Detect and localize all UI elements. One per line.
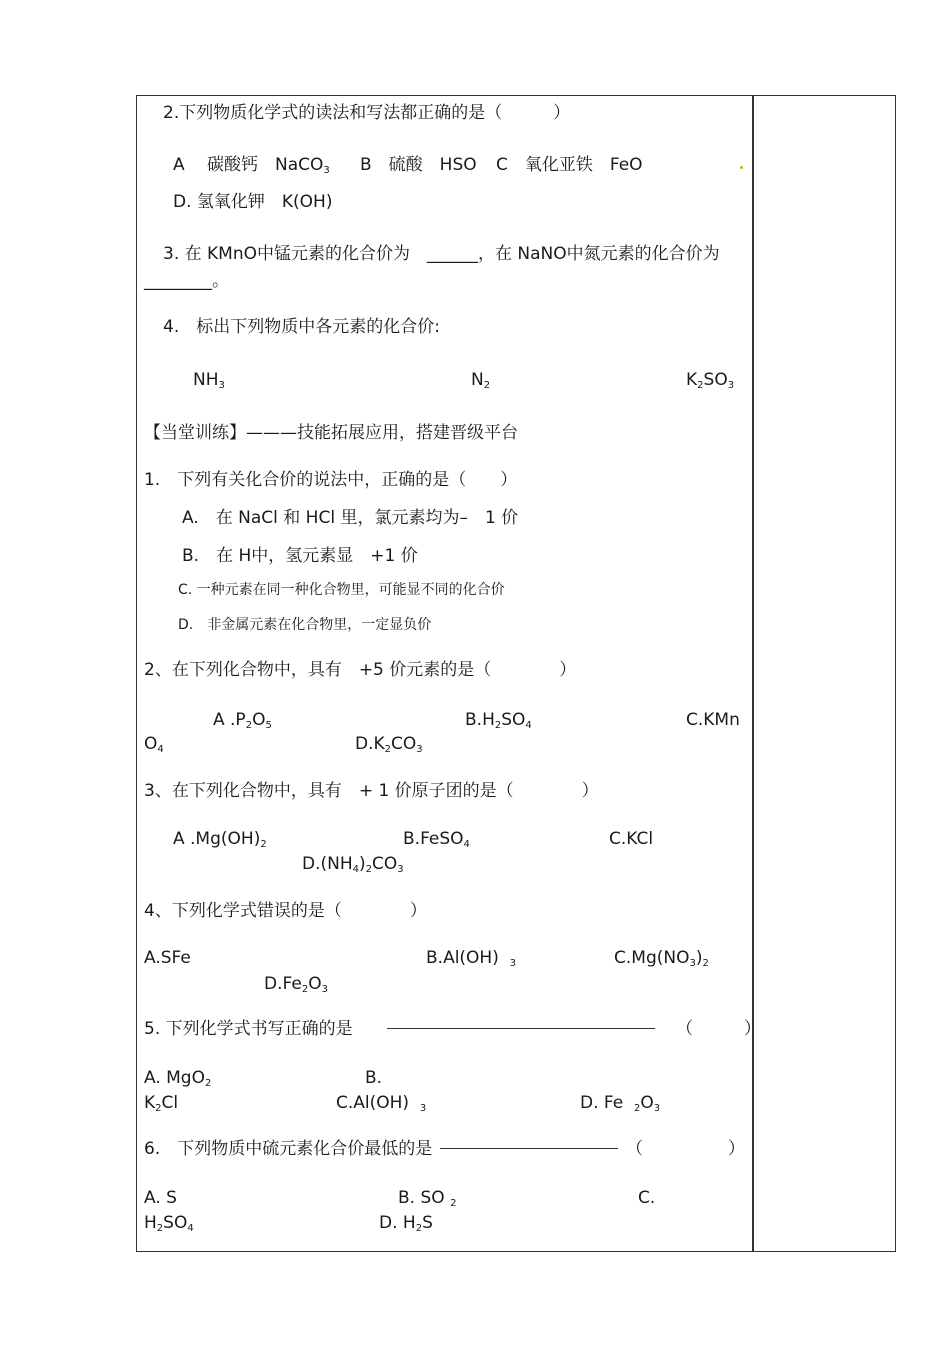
decorative-dot: [740, 166, 743, 169]
practice-q6-option-c-cont: $H_2SO_4$: [144, 1213, 194, 1234]
practice-q1-option-a: A. 在 NaCl 和 HCl 里，氯元素均为– 1 价: [182, 508, 519, 528]
practice-q6-option-a: A. S: [144, 1188, 177, 1208]
practice-q5-option-c: C.Al(OH) $_3$: [336, 1093, 427, 1114]
practice-q2-option-b: $B.H_2SO_4$: [465, 710, 532, 731]
practice-q5-stem: 5. 下列化学式书写正确的是: [144, 1019, 353, 1039]
practice-q3-option-a: A $.Mg(OH)_2$: [173, 829, 267, 850]
practice-q5-option-b-cont: $K_2Cl$: [144, 1093, 179, 1114]
practice-q5-option-a: A. MgO$_2$: [144, 1068, 212, 1089]
practice-q2-option-c: C.KMn: [686, 710, 740, 730]
practice-q1-stem: 1. 下列有关化合价的说法中，正确的是（ ）: [144, 470, 518, 490]
practice-q6-option-d: D. $H_2S$: [379, 1213, 433, 1234]
answer-line: [387, 1028, 655, 1029]
question-3-line2: ________。: [144, 271, 229, 291]
column-divider: [752, 95, 754, 1252]
q4-item-k2so3: $K_2SO_3$: [686, 370, 735, 391]
practice-q4-option-c: $C.Mg(NO_3)_2$: [614, 948, 709, 969]
practice-q1-option-d: D. 非金属元素在化合物里，一定显负价: [178, 617, 432, 633]
practice-q3-option-d: $D.(NH_4)_2CO_3$: [302, 854, 404, 875]
practice-q2-option-c-cont: $O_4$: [144, 734, 164, 755]
practice-q2-stem: 2、在下列化合物中，具有 +5 价元素的是（ ）: [144, 660, 577, 680]
question-3-line1: 3. 在 KMnO中锰元素的化合价为 ______，在 NaNO中氮元素的化合价为: [163, 244, 720, 264]
practice-q5-option-d: D. Fe $_2O_3$: [580, 1093, 661, 1114]
question-2-stem: 2.下列物质化学式的读法和写法都正确的是（ ）: [163, 103, 571, 123]
q2-option-b: B 硫酸 HSO: [360, 155, 477, 175]
practice-q4-option-a: A.SFe: [144, 948, 191, 968]
practice-q5-paren: （ ）: [676, 1019, 761, 1039]
practice-q3-option-b: B.FeSO$_4$: [403, 829, 470, 850]
practice-q1-option-b: B. 在 H中，氢元素显 +1 价: [182, 546, 418, 566]
practice-q4-stem: 4、下列化学式错误的是（ ）: [144, 901, 427, 921]
practice-q4-option-d: $D.Fe_2O_3$: [264, 974, 328, 995]
practice-q6-paren: （ ）: [626, 1139, 745, 1159]
practice-q6-stem: 6. 下列物质中硫元素化合价最低的是: [144, 1139, 433, 1159]
practice-q5-option-b: B.: [365, 1068, 383, 1088]
practice-q2-option-a: A $.P_2O_5$: [213, 710, 272, 731]
practice-q3-stem: 3、在下列化合物中，具有 + 1 价原子团的是（ ）: [144, 781, 599, 801]
practice-header: 【当堂训练】———技能拓展应用，搭建晋级平台: [144, 423, 518, 443]
answer-line: [440, 1148, 618, 1149]
practice-q1-option-c: C. 一种元素在同一种化合物里，可能显不同的化合价: [178, 582, 505, 598]
practice-q4-option-b: B.Al(OH) $_3$: [426, 948, 517, 969]
q4-item-n2: $N_2$: [471, 370, 491, 391]
q2-option-c: C 氧化亚铁 FeO: [496, 155, 643, 175]
practice-q3-option-c: C.KCl: [609, 829, 654, 849]
q2-option-a: A 碳酸钙 NaCO$_3$: [173, 155, 330, 176]
q2-option-d: D. 氢氧化钾 K(OH): [173, 192, 333, 212]
practice-q6-option-c: C.: [638, 1188, 656, 1208]
question-4-stem: 4. 标出下列物质中各元素的化合价:: [163, 317, 440, 337]
q4-item-nh3: $NH_3$: [193, 370, 225, 391]
practice-q6-option-b: B. SO $_2$: [398, 1188, 457, 1209]
practice-q2-option-d: $D.K_2CO_3$: [355, 734, 423, 755]
